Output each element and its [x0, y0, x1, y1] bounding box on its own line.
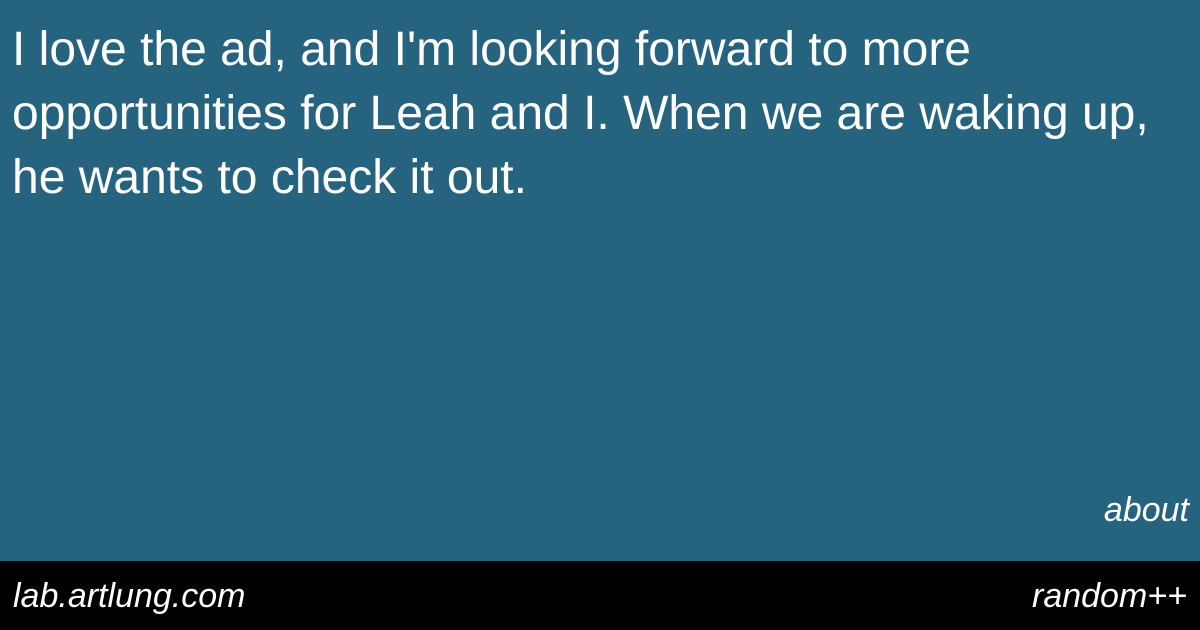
random-quote-link[interactable]: random++ [1032, 577, 1187, 615]
generated-quote: I love the ad, and I'm looking forward to more opportunities for Leah and I. When we are waking up, he wants to check it out. [12, 23, 1149, 204]
about-link[interactable]: about [1103, 491, 1189, 529]
site-home-link[interactable]: lab.artlung.com [13, 577, 246, 615]
footer-bar [0, 561, 1200, 630]
